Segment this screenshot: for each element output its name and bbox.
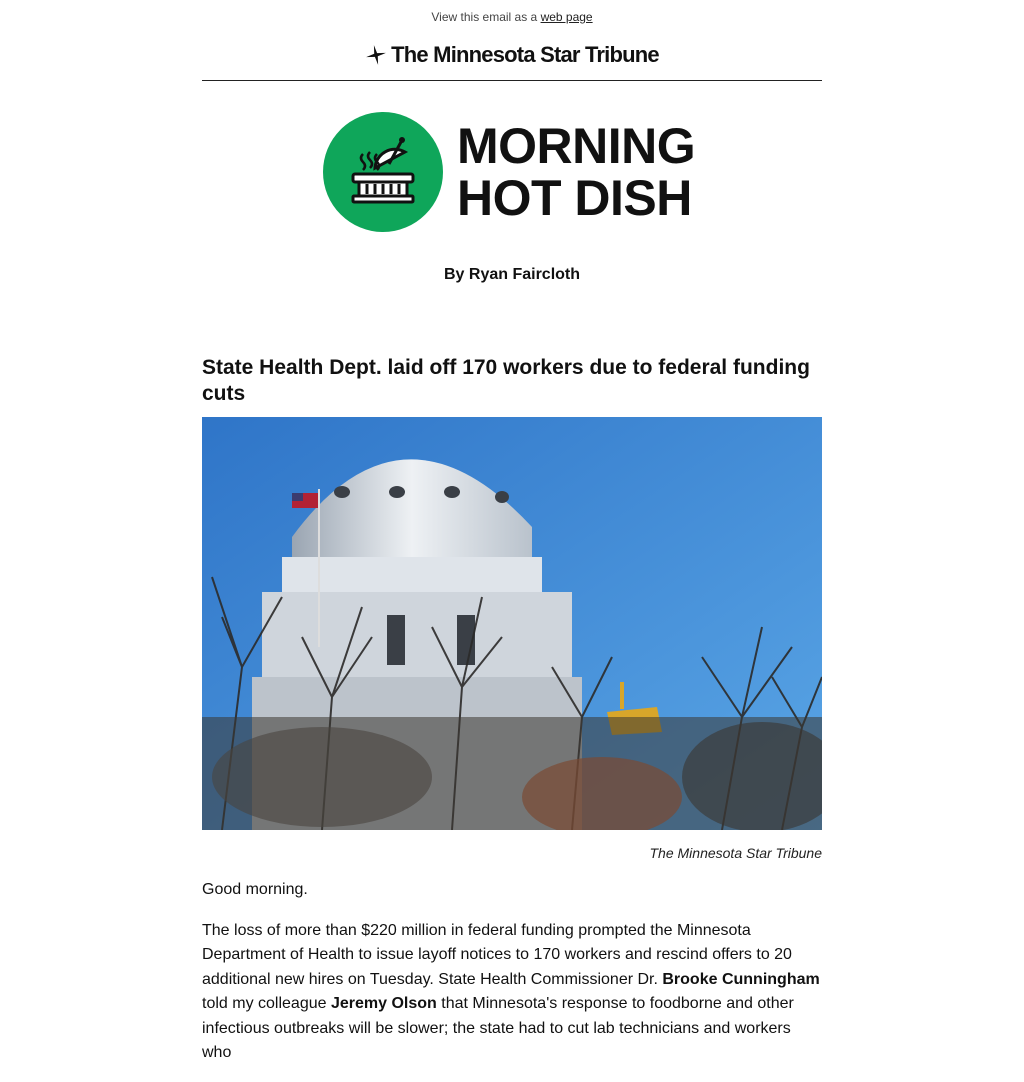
byline: By Ryan Faircloth [443,266,581,283]
newsletter-logo [323,112,695,232]
newsletter-title-line2: HOT DISH [457,170,692,226]
para1-text-a: The loss of more than $220 million in federal funding prompted the Minnesota Department of Health to issue layoff notices to 170 workers and rescind offers to 20 additional new hires on Tuesday. State Health Commissioner Dr. [202,921,792,988]
paragraph-1 [202,919,824,1066]
article-body [202,878,824,1082]
newsletter-title-line1: MORNING [457,118,696,174]
para1-text-b: told my colleague [202,995,331,1012]
photo-credit: The Minnesota Star Tribune [649,845,822,861]
person-name-olson: Jeremy Olson [330,995,437,1012]
web-view-notice [0,10,1024,24]
masthead-brand: The Minnesota Star Tribune [391,42,659,67]
article-headline[interactable]: State Health Dept. laid off 170 workers due to federal funding cuts [202,356,810,405]
web-view-prefix: View this email as a [431,10,538,24]
article-photo-capitol[interactable] [202,417,822,830]
para1-text-c: that Minnesota's response to foodborne and other infectious outbreaks will be slower; the state had to cut lab technicians and workers who [202,995,794,1061]
hot-dish-capitol-icon [323,112,443,232]
greeting: Good morning. [202,881,308,898]
star-icon [365,44,387,66]
masthead[interactable] [0,40,1024,70]
newsletter-title [457,120,695,224]
person-name-cunningham: Brooke Cunningham [662,970,820,988]
web-page-link[interactable]: web page [540,10,593,24]
header-divider [202,80,822,81]
